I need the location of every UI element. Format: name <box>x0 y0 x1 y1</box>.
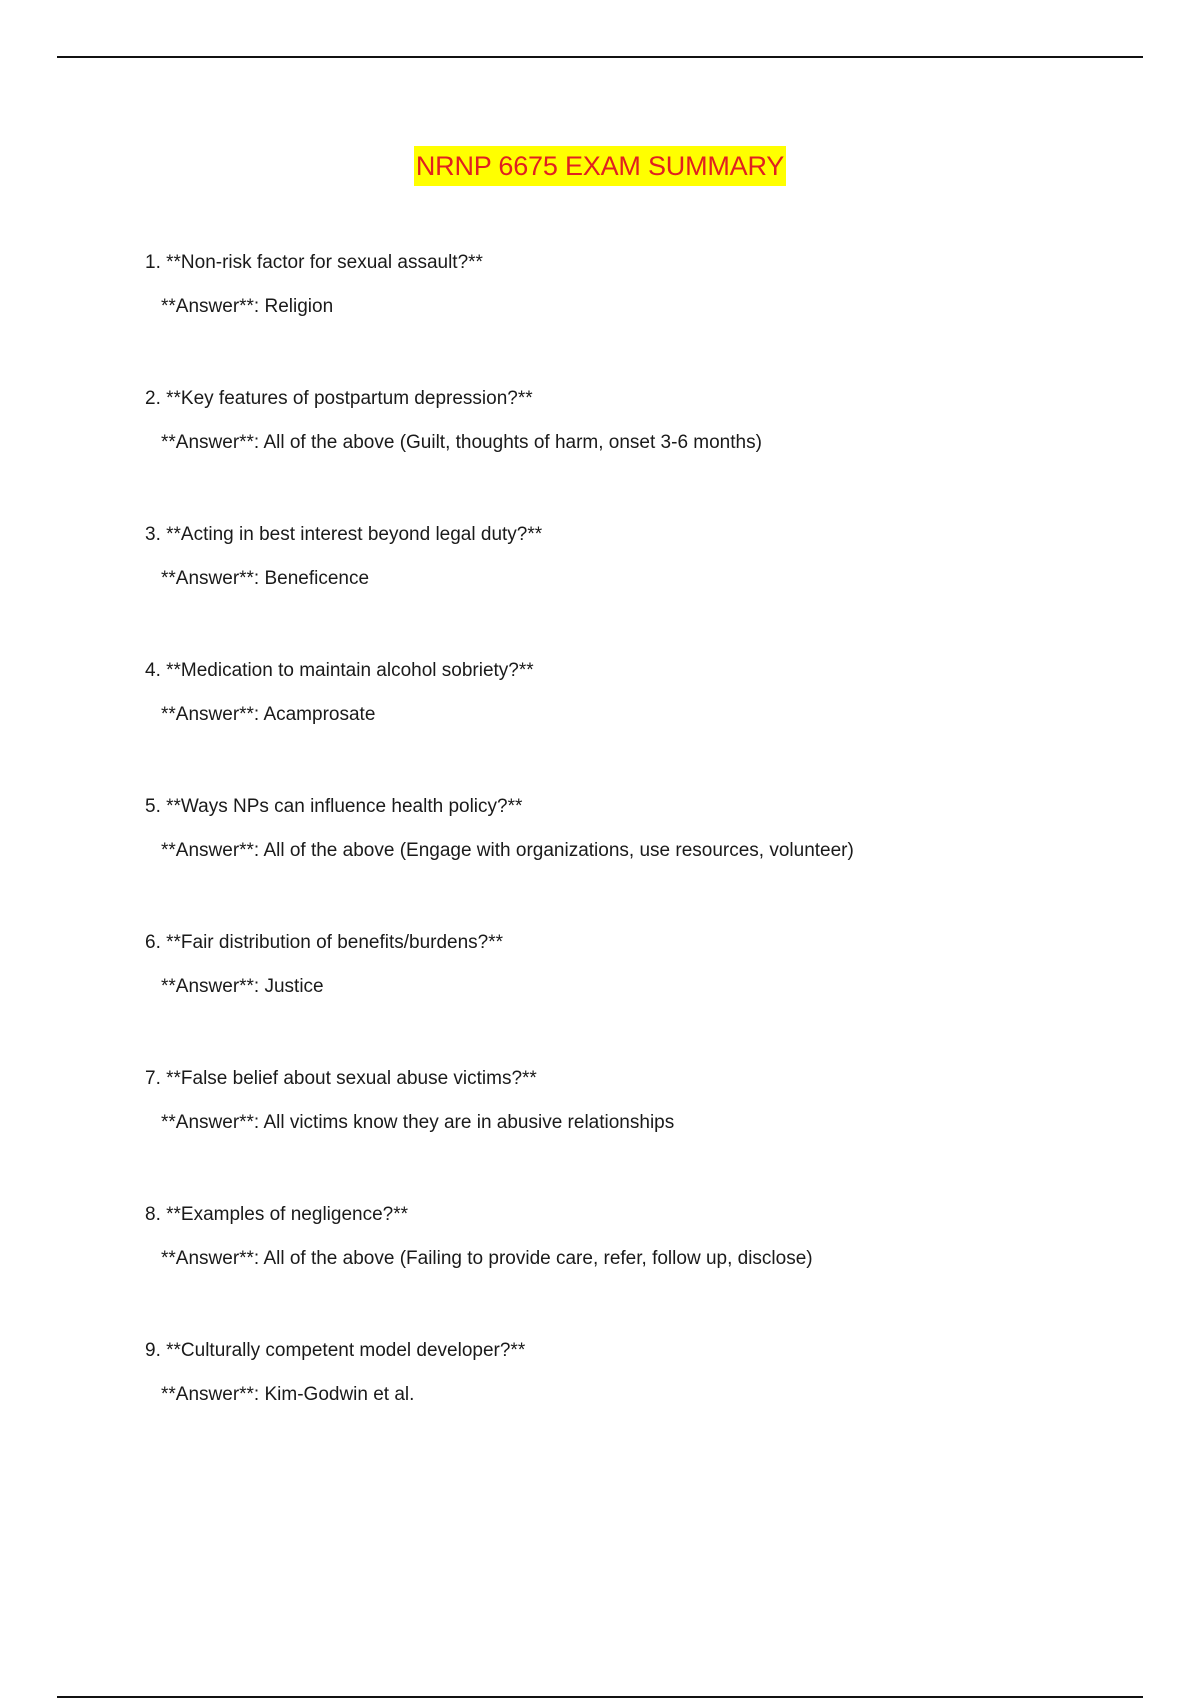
qa-item-8 <box>145 1201 1145 1337</box>
document-title: NRNP 6675 EXAM SUMMARY <box>414 146 786 186</box>
title-block <box>0 146 1200 186</box>
question-text: 2. **Key features of postpartum depression?** <box>145 388 533 409</box>
answer-text: **Answer**: Beneficence <box>161 568 370 589</box>
question-text: 4. **Medication to maintain alcohol sobriety?** <box>145 660 534 681</box>
bottom-rule <box>57 1696 1143 1698</box>
qa-item-9 <box>145 1337 1145 1473</box>
answer-text: **Answer**: All of the above (Guilt, thoughts of harm, onset 3-6 months) <box>161 432 762 453</box>
answer-text: **Answer**: All of the above (Engage with organizations, use resources, volunteer) <box>161 840 854 861</box>
question-text: 7. **False belief about sexual abuse victims?** <box>145 1068 537 1089</box>
answer-text: **Answer**: All of the above (Failing to provide care, refer, follow up, disclose) <box>161 1248 813 1269</box>
qa-item-7 <box>145 1065 1145 1201</box>
qa-list <box>145 249 1145 1473</box>
qa-item-3 <box>145 521 1145 657</box>
question-text: 3. **Acting in best interest beyond legal duty?** <box>145 524 543 545</box>
qa-item-6 <box>145 929 1145 1065</box>
qa-item-1 <box>145 249 1145 385</box>
question-text: 5. **Ways NPs can influence health policy?** <box>145 796 523 817</box>
qa-item-4 <box>145 657 1145 793</box>
top-rule <box>57 56 1143 58</box>
qa-item-5 <box>145 793 1145 929</box>
answer-text: **Answer**: Justice <box>161 976 324 997</box>
answer-text: **Answer**: Acamprosate <box>161 704 376 725</box>
question-text: 1. **Non-risk factor for sexual assault?** <box>145 252 483 273</box>
answer-text: **Answer**: Kim-Godwin et al. <box>161 1384 415 1405</box>
question-text: 8. **Examples of negligence?** <box>145 1204 409 1225</box>
question-text: 9. **Culturally competent model developer?** <box>145 1340 526 1361</box>
qa-item-2 <box>145 385 1145 521</box>
answer-text: **Answer**: Religion <box>161 296 334 317</box>
answer-text: **Answer**: All victims know they are in abusive relationships <box>161 1112 675 1133</box>
question-text: 6. **Fair distribution of benefits/burdens?** <box>145 932 504 953</box>
